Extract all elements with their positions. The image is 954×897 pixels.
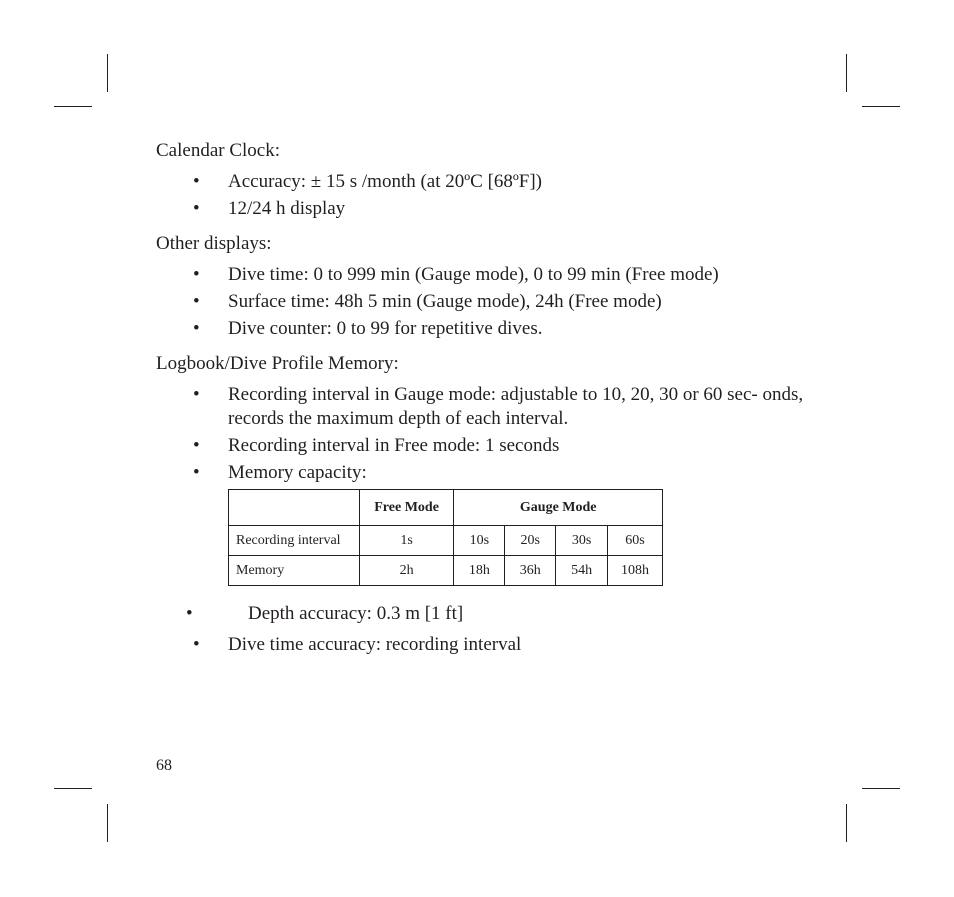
table-cell: 1s [359, 526, 454, 556]
table-header-row [229, 490, 663, 526]
crop-mark [862, 788, 900, 789]
bullet: • [193, 384, 200, 405]
list-item: Dive time: 0 to 999 min (Gauge mode), 0 to 99 min (Free mode) [228, 264, 719, 285]
crop-mark [846, 804, 847, 842]
crop-mark [54, 106, 92, 107]
bullet: • [193, 264, 200, 285]
list-item: Dive time accuracy: recording interval [228, 634, 522, 655]
bullet: • [193, 435, 200, 456]
bullet: • [193, 634, 200, 655]
list-item: Surface time: 48h 5 min (Gauge mode), 24h (Free mode) [228, 291, 662, 312]
crop-mark [862, 106, 900, 107]
section-heading-other-displays: Other displays: [156, 233, 272, 254]
bullet: • [193, 318, 200, 339]
table-cell: 20s [505, 526, 556, 556]
bullet: • [193, 462, 200, 483]
table-header-cell: Gauge Mode [454, 490, 663, 526]
table-cell: 36h [505, 556, 556, 586]
table-row [229, 526, 663, 556]
list-item: Recording interval in Free mode: 1 seconds [228, 435, 560, 456]
table-cell: 30s [556, 526, 608, 556]
bullet: • [186, 603, 193, 624]
list-item: Dive counter: 0 to 99 for repetitive dives. [228, 318, 543, 339]
bullet: • [193, 291, 200, 312]
table-header-cell: Free Mode [359, 490, 454, 526]
table-cell: 18h [454, 556, 505, 586]
table-header-cell [229, 490, 360, 526]
crop-mark [107, 54, 108, 92]
list-item: Depth accuracy: 0.3 m [1 ft] [248, 603, 464, 624]
table-cell: 10s [454, 526, 505, 556]
section-heading-calendar-clock: Calendar Clock: [156, 140, 280, 161]
table-cell: Recording interval [229, 526, 360, 556]
table-cell: 108h [608, 556, 663, 586]
bullet: • [193, 198, 200, 219]
list-item: 12/24 h display [228, 198, 346, 219]
table-cell: Memory [229, 556, 360, 586]
memory-capacity-table [228, 489, 663, 586]
page-number: 68 [156, 757, 172, 774]
section-heading-logbook: Logbook/Dive Profile Memory: [156, 353, 399, 374]
crop-mark [846, 54, 847, 92]
crop-mark [107, 804, 108, 842]
list-item: Memory capacity: [228, 462, 367, 483]
list-item: Recording interval in Gauge mode: adjustable to 10, 20, 30 or 60 sec- onds, records the maximum depth of each interval. [228, 384, 804, 429]
bullet: • [193, 171, 200, 192]
list-item: Accuracy: ± 15 s /month (at 20ºC [68ºF]) [228, 171, 543, 192]
table-cell: 2h [359, 556, 454, 586]
table-cell: 54h [556, 556, 608, 586]
table-row [229, 556, 663, 586]
table-cell: 60s [608, 526, 663, 556]
crop-mark [54, 788, 92, 789]
